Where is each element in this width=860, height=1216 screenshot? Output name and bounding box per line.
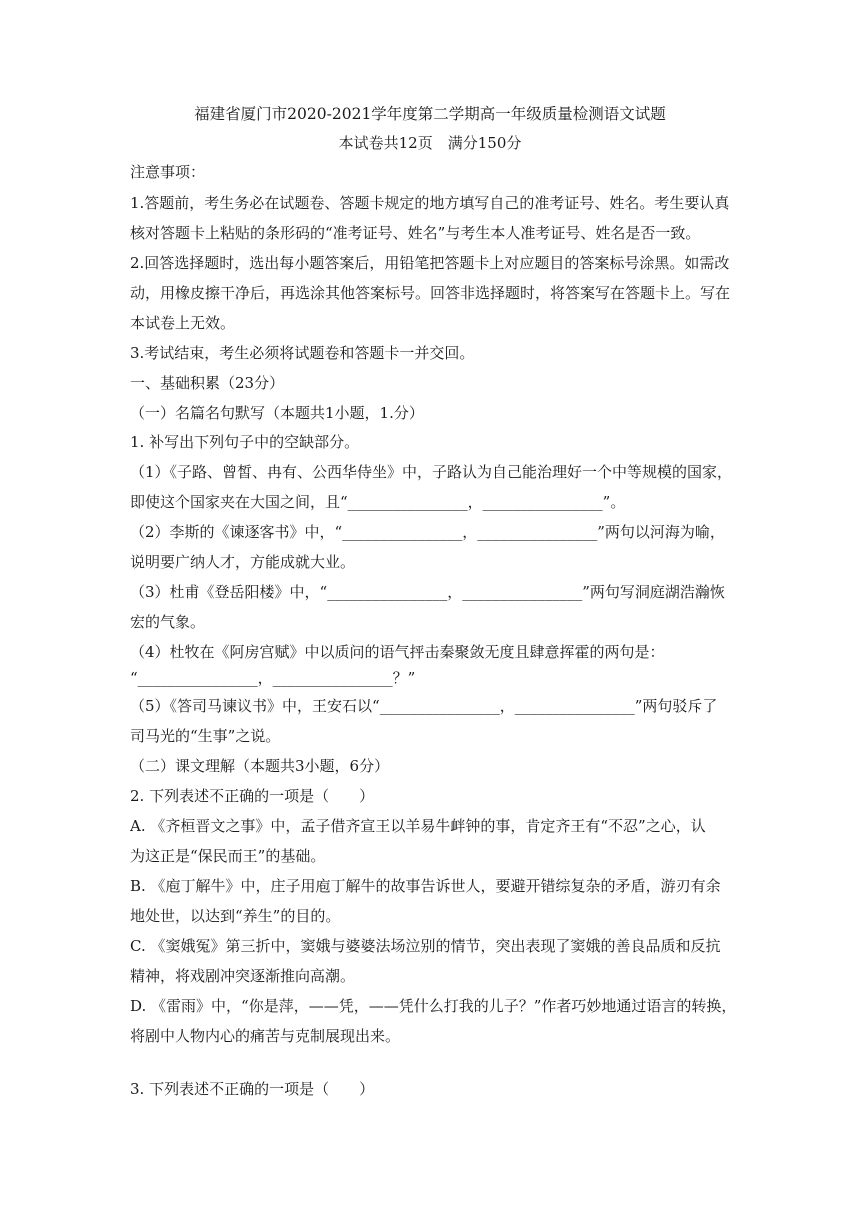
subsection-heading: （一）名篇名句默写（本题共1小题，1.分） bbox=[130, 404, 424, 422]
notice-line: 动，用橡皮擦干净后，再选涂其他答案标号。回答非选择题时，将答案写在答题卡上。写在 bbox=[130, 284, 731, 302]
option-line: B. 《庖丁解牛》中，庄子用庖丁解牛的故事告诉世人，要避开错综复杂的矛盾，游刃有余 bbox=[130, 877, 721, 895]
question-line: 说明要广纳人才，方能成就大业。 bbox=[130, 553, 356, 571]
question-line: （1）《子路、曾皙、冉有、公西华侍坐》中，子路认为自己能治理好一个中等规模的国家， bbox=[130, 463, 733, 481]
question-line: “________________，________________？” bbox=[130, 669, 416, 687]
notice-line: 核对答题卡上粘贴的条形码的“准考证号、姓名”与考生本人准考证号、姓名是否一致。 bbox=[130, 224, 701, 242]
notice-line: 2.回答选择题时，选出每小题答案后，用铅笔把答题卡上对应题目的答案标号涂黑。如需改 bbox=[130, 254, 730, 272]
option-line: 精神，将戏剧冲突逐渐推向高潮。 bbox=[130, 967, 356, 985]
question-line: （2）李斯的《谏逐客书》中，“________________，________________”两句以河海为喻， bbox=[130, 523, 725, 541]
notice-line: 本试卷上无效。 bbox=[130, 314, 236, 332]
exam-title: 福建省厦门市2020-2021学年度第二学期高一年级质量检测语文试题 bbox=[194, 105, 666, 123]
question-line: 司马光的“生事”之说。 bbox=[130, 727, 281, 745]
option-line: C. 《窦娥冤》第三折中，窦娥与婆婆法场泣别的情节，突出表现了窦娥的善良品质和反抗 bbox=[130, 937, 721, 955]
question-stem: 1. 补写出下列句子中的空缺部分。 bbox=[130, 433, 360, 451]
subsection-heading: （二）课文理解（本题共3小题，6分） bbox=[130, 757, 390, 775]
notice-line: 1.答题前，考生务必在试题卷、答题卡规定的地方填写自己的准考证号、姓名。考生要认真 bbox=[130, 194, 730, 212]
question-line: 宏的气象。 bbox=[130, 613, 206, 631]
option-line: 地处世，以达到“养生”的目的。 bbox=[130, 907, 341, 925]
section-heading: 一、基础积累（23分） bbox=[130, 374, 285, 392]
question-stem: 3. 下列表述不正确的一项是（ ） bbox=[130, 1080, 375, 1098]
notice-heading: 注意事项： bbox=[130, 163, 206, 181]
question-line: （4）杜牧在《阿房宫赋》中以质问的语气抨击秦聚敛无度且肆意挥霍的两句是： bbox=[130, 643, 665, 661]
option-line: 为这正是“保民而王”的基础。 bbox=[130, 847, 326, 865]
exam-subtitle: 本试卷共12页 满分150分 bbox=[338, 134, 522, 152]
question-stem: 2. 下列表述不正确的一项是（ ） bbox=[130, 787, 375, 805]
option-line: 将剧中人物内心的痛苦与克制展现出来。 bbox=[130, 1027, 401, 1045]
option-line: D. 《雷雨》中，“你是萍，——凭，——凭什么打我的儿子？”作者巧妙地通过语言的转换， bbox=[130, 997, 737, 1015]
question-line: （5）《答司马谏议书》中，王安石以“________________，________________”两句驳斥了 bbox=[130, 697, 718, 715]
question-line: 即使这个国家夹在大国之间，且“________________，________________”。 bbox=[130, 493, 626, 511]
option-line: A. 《齐桓晋文之事》中，孟子借齐宣王以羊易牛衅钟的事，肯定齐王有“不忍”之心，认 bbox=[130, 817, 706, 835]
notice-line: 3.考试结束，考生必须将试题卷和答题卡一并交回。 bbox=[130, 344, 475, 362]
question-line: （3）杜甫《登岳阳楼》中，“________________，________________”两句写洞庭湖浩瀚恢 bbox=[130, 583, 725, 601]
